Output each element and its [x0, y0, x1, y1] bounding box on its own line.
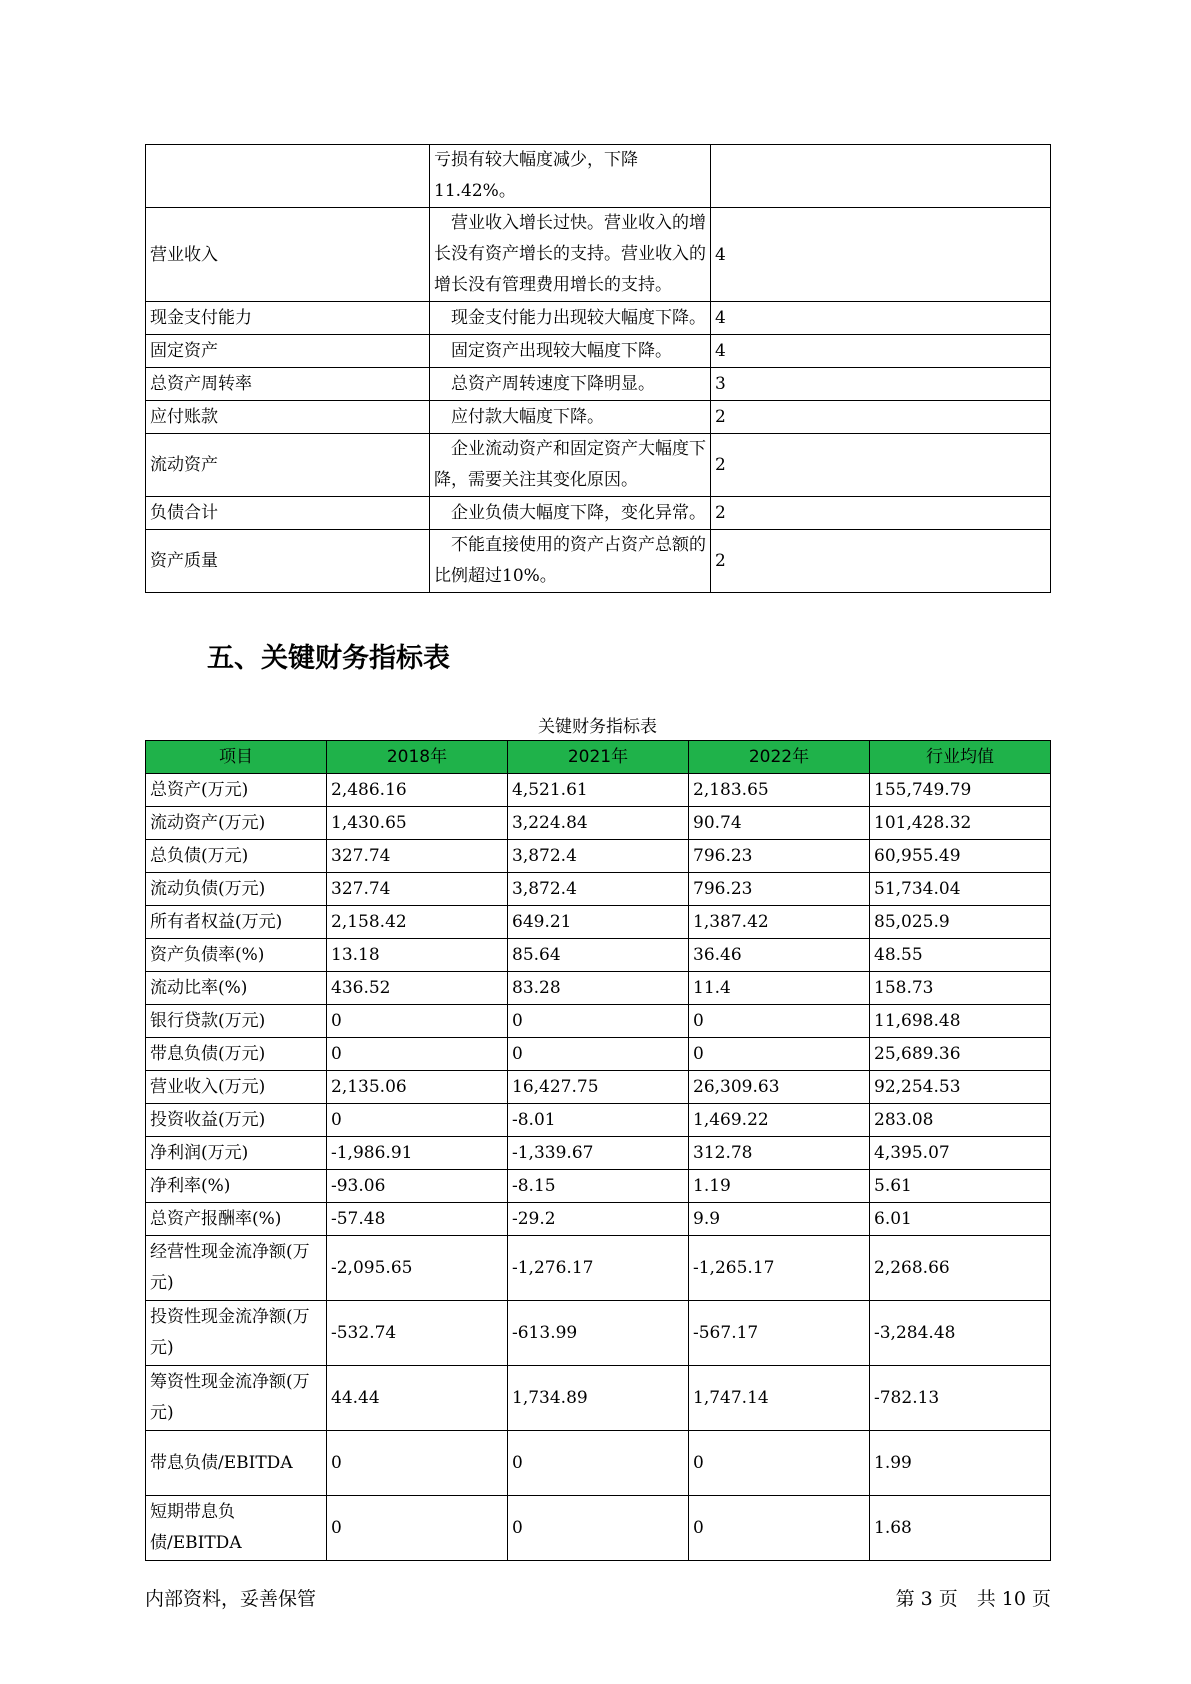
- kpi-row: [146, 906, 1051, 939]
- kpi-value-cell: 2,158.42: [327, 906, 508, 939]
- kpi-row: [146, 873, 1051, 906]
- kpi-row: [146, 1071, 1051, 1104]
- kpi-value-cell: -567.17: [689, 1301, 870, 1366]
- kpi-value-cell: 796.23: [689, 873, 870, 906]
- kpi-header-cell: 项目: [146, 741, 327, 774]
- risk-row: [146, 530, 1051, 593]
- kpi-row: [146, 1301, 1051, 1366]
- kpi-value-cell: -1,265.17: [689, 1236, 870, 1301]
- kpi-value-cell: 85.64: [508, 939, 689, 972]
- kpi-value-cell: 51,734.04: [870, 873, 1051, 906]
- kpi-label-cell: 短期带息负债/EBITDA: [146, 1496, 327, 1561]
- kpi-label-cell: 净利润(万元): [146, 1137, 327, 1170]
- risk-row: [146, 434, 1051, 497]
- kpi-value-cell: 1.68: [870, 1496, 1051, 1561]
- risk-desc-cell: 亏损有较大幅度减少，下降11.42%。: [430, 145, 711, 208]
- risk-score-cell: 2: [711, 434, 1051, 497]
- kpi-value-cell: 283.08: [870, 1104, 1051, 1137]
- kpi-label-cell: 流动负债(万元): [146, 873, 327, 906]
- kpi-value-cell: -29.2: [508, 1203, 689, 1236]
- kpi-value-cell: 0: [508, 1431, 689, 1496]
- kpi-label-cell: 流动比率(%): [146, 972, 327, 1005]
- kpi-value-cell: 26,309.63: [689, 1071, 870, 1104]
- footer-page-number: 第 3 页 共 10 页: [895, 1588, 1051, 1610]
- risk-desc-cell: 不能直接使用的资产占资产总额的比例超过10%。: [430, 530, 711, 593]
- kpi-value-cell: -8.15: [508, 1170, 689, 1203]
- kpi-value-cell: 2,135.06: [327, 1071, 508, 1104]
- risk-row: [146, 368, 1051, 401]
- kpi-row: [146, 1366, 1051, 1431]
- kpi-value-cell: 796.23: [689, 840, 870, 873]
- risk-desc-cell: 总资产周转速度下降明显。: [430, 368, 711, 401]
- kpi-label-cell: 总资产报酬率(%): [146, 1203, 327, 1236]
- risk-score-cell: 4: [711, 335, 1051, 368]
- kpi-value-cell: 1,430.65: [327, 807, 508, 840]
- kpi-table: [145, 740, 1051, 1561]
- kpi-label-cell: 资产负债率(%): [146, 939, 327, 972]
- section-heading: 五、关键财务指标表: [207, 643, 450, 674]
- kpi-row: [146, 939, 1051, 972]
- kpi-value-cell: 25,689.36: [870, 1038, 1051, 1071]
- kpi-value-cell: 60,955.49: [870, 840, 1051, 873]
- kpi-row: [146, 1236, 1051, 1301]
- kpi-value-cell: 158.73: [870, 972, 1051, 1005]
- kpi-value-cell: -2,095.65: [327, 1236, 508, 1301]
- kpi-label-cell: 流动资产(万元): [146, 807, 327, 840]
- kpi-value-cell: 13.18: [327, 939, 508, 972]
- kpi-row: [146, 1170, 1051, 1203]
- kpi-header-row: [146, 741, 1051, 774]
- kpi-value-cell: 90.74: [689, 807, 870, 840]
- kpi-value-cell: -1,986.91: [327, 1137, 508, 1170]
- kpi-value-cell: 0: [327, 1496, 508, 1561]
- kpi-value-cell: 11,698.48: [870, 1005, 1051, 1038]
- kpi-value-cell: 1.99: [870, 1431, 1051, 1496]
- risk-table: [145, 144, 1051, 593]
- kpi-value-cell: 1,747.14: [689, 1366, 870, 1431]
- risk-desc-cell: 固定资产出现较大幅度下降。: [430, 335, 711, 368]
- kpi-value-cell: 0: [689, 1005, 870, 1038]
- kpi-row: [146, 972, 1051, 1005]
- kpi-value-cell: 1,387.42: [689, 906, 870, 939]
- risk-item-cell: 固定资产: [146, 335, 430, 368]
- risk-desc-cell: 营业收入增长过快。营业收入的增长没有资产增长的支持。营业收入的增长没有管理费用增长的支持。: [430, 208, 711, 302]
- kpi-value-cell: 436.52: [327, 972, 508, 1005]
- kpi-row: [146, 1005, 1051, 1038]
- kpi-value-cell: 85,025.9: [870, 906, 1051, 939]
- kpi-row: [146, 1137, 1051, 1170]
- kpi-label-cell: 经营性现金流净额(万元): [146, 1236, 327, 1301]
- risk-score-cell: 4: [711, 302, 1051, 335]
- kpi-value-cell: 11.4: [689, 972, 870, 1005]
- kpi-value-cell: 9.9: [689, 1203, 870, 1236]
- kpi-label-cell: 投资性现金流净额(万元): [146, 1301, 327, 1366]
- kpi-label-cell: 净利率(%): [146, 1170, 327, 1203]
- kpi-value-cell: 649.21: [508, 906, 689, 939]
- risk-score-cell: 2: [711, 497, 1051, 530]
- kpi-value-cell: 0: [327, 1038, 508, 1071]
- kpi-value-cell: 6.01: [870, 1203, 1051, 1236]
- kpi-row: [146, 1038, 1051, 1071]
- footer-confidential-note: 内部资料，妥善保管: [145, 1588, 317, 1610]
- risk-score-cell: 3: [711, 368, 1051, 401]
- kpi-value-cell: 0: [327, 1005, 508, 1038]
- kpi-value-cell: 4,521.61: [508, 774, 689, 807]
- risk-desc-cell: 企业负债大幅度下降，变化异常。: [430, 497, 711, 530]
- kpi-value-cell: 0: [327, 1431, 508, 1496]
- kpi-label-cell: 投资收益(万元): [146, 1104, 327, 1137]
- kpi-value-cell: -8.01: [508, 1104, 689, 1137]
- kpi-value-cell: 5.61: [870, 1170, 1051, 1203]
- kpi-value-cell: 1.19: [689, 1170, 870, 1203]
- kpi-value-cell: -3,284.48: [870, 1301, 1051, 1366]
- kpi-label-cell: 所有者权益(万元): [146, 906, 327, 939]
- risk-item-cell: 现金支付能力: [146, 302, 430, 335]
- kpi-value-cell: 155,749.79: [870, 774, 1051, 807]
- kpi-value-cell: 3,872.4: [508, 873, 689, 906]
- kpi-value-cell: -93.06: [327, 1170, 508, 1203]
- risk-score-cell: 4: [711, 208, 1051, 302]
- kpi-value-cell: 2,183.65: [689, 774, 870, 807]
- kpi-value-cell: 327.74: [327, 873, 508, 906]
- kpi-row: [146, 807, 1051, 840]
- risk-item-cell: [146, 145, 430, 208]
- kpi-value-cell: 1,469.22: [689, 1104, 870, 1137]
- risk-row: [146, 401, 1051, 434]
- kpi-value-cell: 3,872.4: [508, 840, 689, 873]
- risk-item-cell: 总资产周转率: [146, 368, 430, 401]
- kpi-label-cell: 带息负债/EBITDA: [146, 1431, 327, 1496]
- risk-score-cell: 2: [711, 401, 1051, 434]
- kpi-label-cell: 营业收入(万元): [146, 1071, 327, 1104]
- kpi-row: [146, 1203, 1051, 1236]
- risk-score-cell: [711, 145, 1051, 208]
- risk-row: [146, 208, 1051, 302]
- kpi-row: [146, 1496, 1051, 1561]
- kpi-header-cell: 2018年: [327, 741, 508, 774]
- kpi-label-cell: 带息负债(万元): [146, 1038, 327, 1071]
- kpi-value-cell: 4,395.07: [870, 1137, 1051, 1170]
- kpi-value-cell: 0: [508, 1005, 689, 1038]
- table-caption: 关键财务指标表: [538, 717, 657, 737]
- kpi-value-cell: 44.44: [327, 1366, 508, 1431]
- risk-item-cell: 资产质量: [146, 530, 430, 593]
- kpi-value-cell: 2,268.66: [870, 1236, 1051, 1301]
- risk-score-cell: 2: [711, 530, 1051, 593]
- kpi-value-cell: 3,224.84: [508, 807, 689, 840]
- kpi-label-cell: 总负债(万元): [146, 840, 327, 873]
- kpi-value-cell: 83.28: [508, 972, 689, 1005]
- kpi-header-cell: 2022年: [689, 741, 870, 774]
- kpi-value-cell: 0: [327, 1104, 508, 1137]
- risk-desc-cell: 企业流动资产和固定资产大幅度下降，需要关注其变化原因。: [430, 434, 711, 497]
- risk-row: [146, 497, 1051, 530]
- kpi-value-cell: 48.55: [870, 939, 1051, 972]
- risk-item-cell: 应付账款: [146, 401, 430, 434]
- kpi-value-cell: 92,254.53: [870, 1071, 1051, 1104]
- kpi-value-cell: 0: [689, 1038, 870, 1071]
- risk-row: [146, 302, 1051, 335]
- kpi-value-cell: 16,427.75: [508, 1071, 689, 1104]
- risk-desc-cell: 现金支付能力出现较大幅度下降。: [430, 302, 711, 335]
- kpi-value-cell: -782.13: [870, 1366, 1051, 1431]
- kpi-value-cell: 36.46: [689, 939, 870, 972]
- risk-item-cell: 负债合计: [146, 497, 430, 530]
- kpi-row: [146, 1431, 1051, 1496]
- kpi-value-cell: -57.48: [327, 1203, 508, 1236]
- kpi-header-cell: 2021年: [508, 741, 689, 774]
- kpi-row: [146, 1104, 1051, 1137]
- risk-item-cell: 营业收入: [146, 208, 430, 302]
- kpi-value-cell: 327.74: [327, 840, 508, 873]
- kpi-value-cell: 101,428.32: [870, 807, 1051, 840]
- risk-row: [146, 145, 1051, 208]
- kpi-value-cell: 0: [508, 1038, 689, 1071]
- kpi-value-cell: -1,276.17: [508, 1236, 689, 1301]
- kpi-value-cell: 2,486.16: [327, 774, 508, 807]
- kpi-value-cell: -1,339.67: [508, 1137, 689, 1170]
- kpi-value-cell: 1,734.89: [508, 1366, 689, 1431]
- kpi-header-cell: 行业均值: [870, 741, 1051, 774]
- risk-desc-cell: 应付款大幅度下降。: [430, 401, 711, 434]
- kpi-label-cell: 银行贷款(万元): [146, 1005, 327, 1038]
- kpi-label-cell: 筹资性现金流净额(万元): [146, 1366, 327, 1431]
- kpi-value-cell: -613.99: [508, 1301, 689, 1366]
- kpi-row: [146, 774, 1051, 807]
- kpi-value-cell: -532.74: [327, 1301, 508, 1366]
- kpi-value-cell: 312.78: [689, 1137, 870, 1170]
- kpi-value-cell: 0: [689, 1496, 870, 1561]
- risk-item-cell: 流动资产: [146, 434, 430, 497]
- kpi-row: [146, 840, 1051, 873]
- kpi-value-cell: 0: [508, 1496, 689, 1561]
- risk-row: [146, 335, 1051, 368]
- kpi-value-cell: 0: [689, 1431, 870, 1496]
- kpi-label-cell: 总资产(万元): [146, 774, 327, 807]
